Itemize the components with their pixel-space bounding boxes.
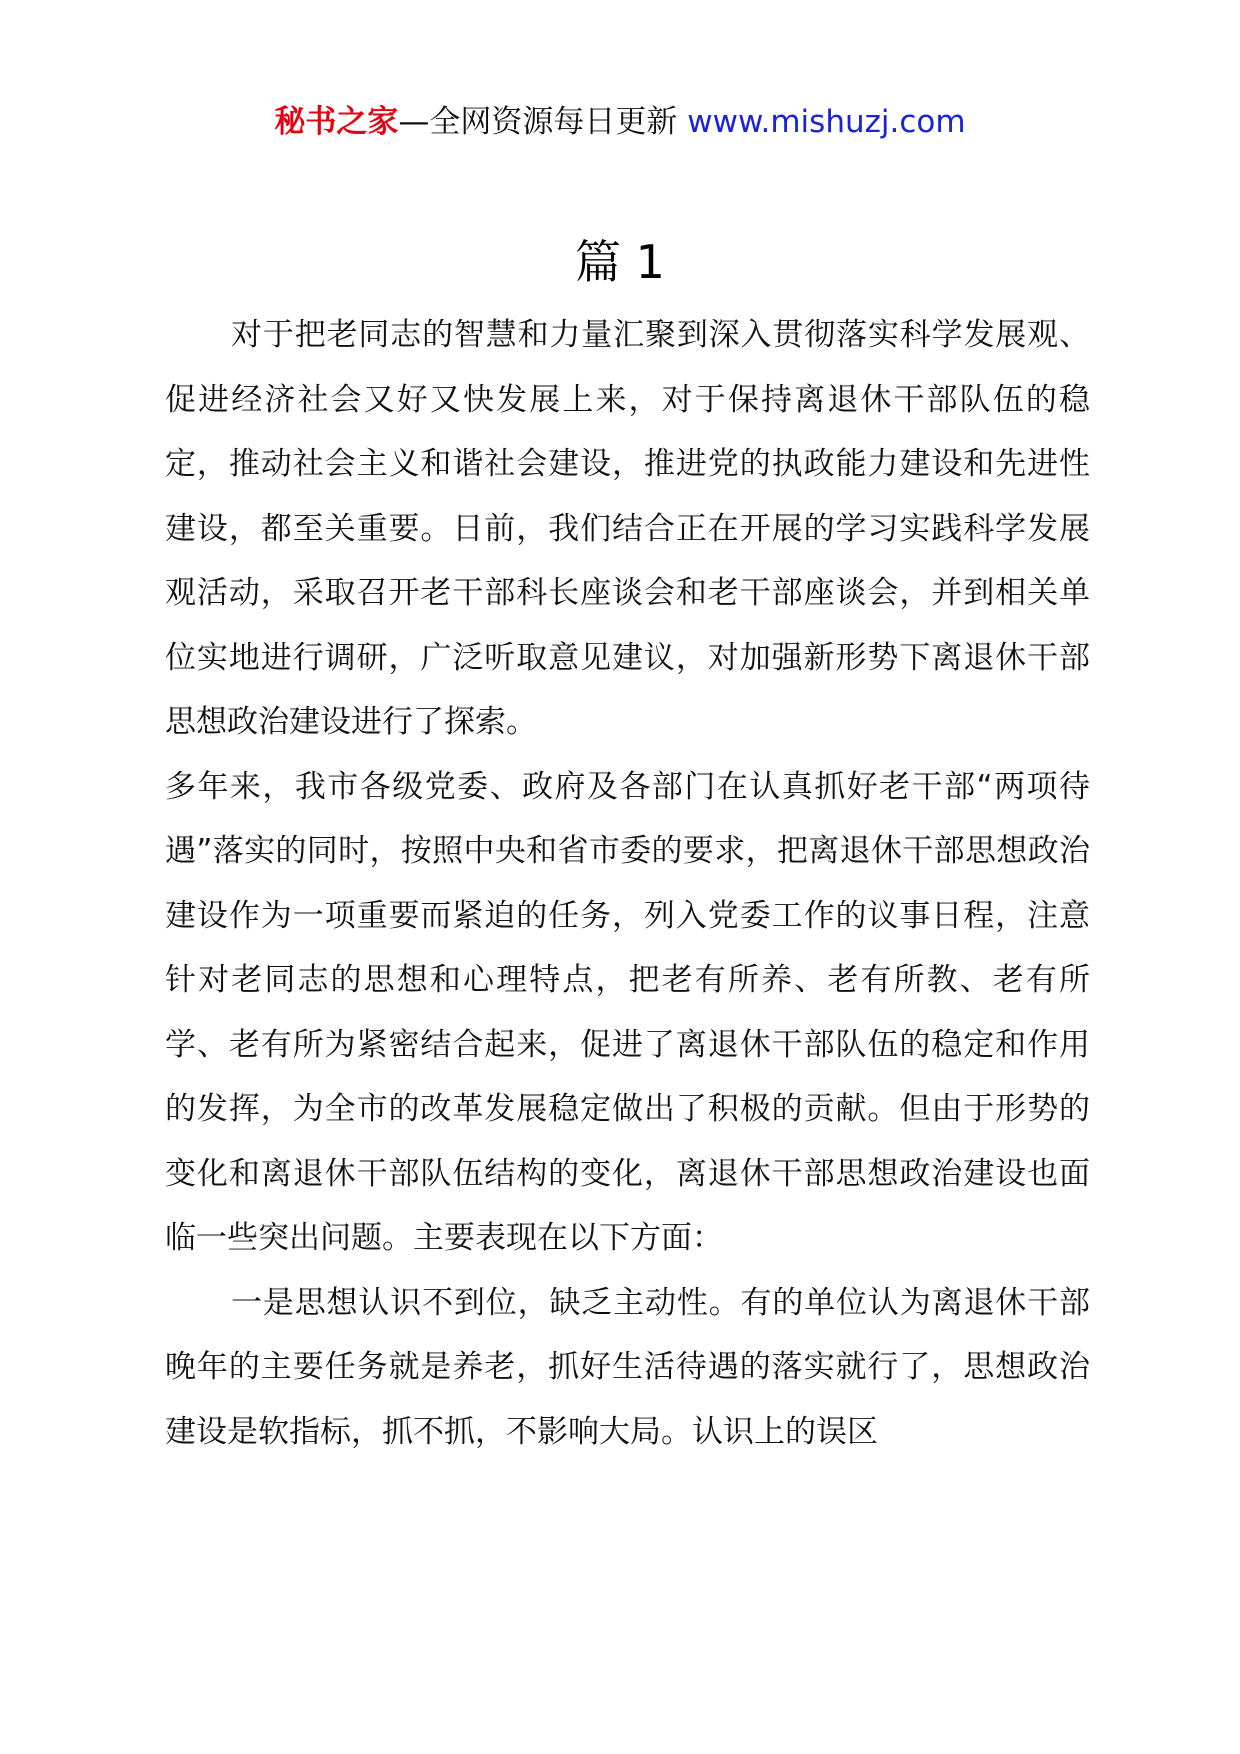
paragraph-intro: 对于把老同志的智慧和力量汇聚到深入贯彻落实科学发展观、促进经济社会又好又快发展上来，对于保持离退休干部队伍的稳定，推动社会主义和谐社会建设，推进党的执政能力建设和先进性建设，都至关重要。日前，我们结合正在开展的学习实践科学发展观活动，采取召开老干部科长座谈会和老干部座谈会，并到相关单位实地进行调研，广泛听取意见建议，对加强新形势下离退休干部思想政治建设进行了探索。 [165, 317, 1090, 740]
header-tagline: —全网资源每日更新 [398, 104, 678, 140]
brand-name: 秘书之家 [274, 104, 399, 140]
site-header [0, 100, 1240, 144]
document-title: 篇 1 [575, 235, 665, 289]
paragraph-background: 多年来，我市各级党委、政府及各部门在认真抓好老干部“两项待遇”落实的同时，按照中央和省市委的要求，把离退休干部思想政治建设作为一项重要而紧迫的任务，列入党委工作的议事日程，注意针对老同志的思想和心理特点，把老有所养、老有所教、老有所学、老有所为紧密结合起来，促进了离退休干部队伍的稳定和作用的发挥，为全市的改革发展稳定做出了积极的贡献。但由于形势的变化和离退休干部队伍结构的变化，离退休干部思想政治建设也面临一些突出问题。主要表现在以下方面： [165, 768, 1090, 1256]
paragraph-point-one: 一是思想认识不到位，缺乏主动性。有的单位认为离退休干部晚年的主要任务就是养老，抓好生活待遇的落实就行了，思想政治建设是软指标，抓不抓，不影响大局。认识上的误区 [165, 1284, 1090, 1450]
document-body [165, 303, 1090, 1464]
site-url-link[interactable]: www.mishuzj.com [687, 104, 966, 140]
